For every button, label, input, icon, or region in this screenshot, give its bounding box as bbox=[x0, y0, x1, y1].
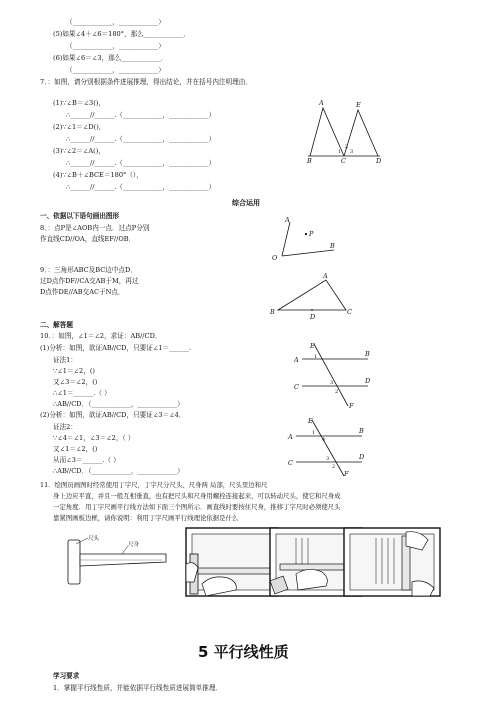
label-A: A bbox=[285, 216, 290, 224]
parallel-lines-figure-1 bbox=[292, 342, 372, 412]
label-D: D bbox=[359, 453, 365, 461]
label-D: D bbox=[310, 313, 316, 321]
section-heading: 一、依据以下语句画出图形 bbox=[40, 212, 120, 220]
label-C: C bbox=[341, 157, 346, 163]
parallel-lines-figure-2 bbox=[286, 416, 366, 478]
q7-line: ∴______//______.（____________，____________） bbox=[66, 183, 216, 191]
question-9: 9．：三角形ABC及BC边中点D． bbox=[40, 266, 137, 274]
angle-1: 1 bbox=[312, 430, 316, 436]
question-11-cont: 靠紧图画板边框，请你说明：利用丁字尺画平行线理论依据是什么 bbox=[53, 514, 239, 522]
q10-line: ∴AB//CD．（____________，____________） bbox=[53, 400, 184, 408]
q10-line: ∵∠4＝∠1，∠3＝∠2，（ ） bbox=[53, 434, 135, 442]
label-A: A bbox=[319, 99, 324, 107]
q7-line: (3)∵∠2＝∠A()， bbox=[53, 147, 105, 155]
question-9-cont: 过D点作DF//CA交AB于M，再过 bbox=[40, 277, 139, 285]
angle-2: 2 bbox=[345, 144, 349, 150]
question-7: 7．：如图，请分别根据条件进展推理，得出结论，并在括号内注明理由． bbox=[40, 78, 252, 86]
q10-line: ∴AB//CD．（____________，____________） bbox=[53, 467, 184, 475]
text-line: (5)如果∠4＋∠6＝180°，那么____________． bbox=[53, 30, 190, 38]
question-10: 10．：如图，∠1＝∠2，求证：AB//CD． bbox=[40, 332, 162, 340]
angle-2: 2 bbox=[335, 389, 339, 395]
label-D: D bbox=[376, 157, 382, 163]
label-A: A bbox=[323, 272, 328, 280]
q10-line: 又∠3＝∠2，() bbox=[53, 378, 98, 386]
label-A: A bbox=[294, 356, 299, 364]
ruler-head-label: 尺头 bbox=[88, 536, 100, 542]
label-O: O bbox=[272, 254, 278, 262]
question-11-cont: 身上边应平直，并且一般互相垂直，也有把尺头和尺身用螺栓连接起来，可以转动尺头，使它和尺身成 bbox=[53, 492, 341, 500]
angle-1: 1 bbox=[338, 149, 342, 155]
q10-line: 证法1： bbox=[53, 356, 77, 364]
label-B: B bbox=[330, 242, 335, 250]
label-B: B bbox=[270, 308, 275, 316]
text-line: （____________，____________） bbox=[66, 42, 165, 50]
drawing-board-illustration-3 bbox=[340, 524, 444, 600]
section-heading: 二、解答题 bbox=[40, 321, 73, 329]
label-C: C bbox=[288, 459, 293, 467]
label-C: C bbox=[294, 383, 299, 391]
q10-line: ∴∠1＝______.（ ） bbox=[53, 389, 111, 397]
label-A: A bbox=[288, 433, 293, 441]
t-square-figure bbox=[62, 530, 174, 592]
angle-3: 3 bbox=[326, 456, 330, 462]
triangle-ABC-figure bbox=[268, 272, 352, 322]
angle-1: 1 bbox=[314, 354, 318, 360]
angle-4: 4 bbox=[322, 437, 326, 443]
q10-line: (2)分析：如图，欲证AB//CD，只要证∠3＝∠4． bbox=[40, 411, 186, 419]
q7-line: (4)∵∠B＋∠BCE＝180°（）， bbox=[53, 171, 143, 179]
label-C: C bbox=[347, 308, 352, 316]
question-11-cont: 一定角度．用丁字尺画平行线方法如下面三个图所示．画直线时要按住尺身，推移丁字尺时必须使尺头 bbox=[53, 503, 341, 511]
learning-requirement-1: 1．掌握平行线性质，并能依据平行线性质进展简单推理． bbox=[53, 684, 223, 692]
q7-line: ∴______//______.（____________，____________） bbox=[66, 135, 216, 143]
angle-2: 2 bbox=[332, 464, 336, 470]
chapter-title: 5 平行线性质 bbox=[198, 643, 289, 661]
label-B: B bbox=[307, 157, 312, 163]
label-E: E bbox=[356, 101, 361, 109]
label-P: P bbox=[309, 230, 314, 238]
label-B: B bbox=[359, 427, 364, 435]
angle-3: 3 bbox=[350, 149, 354, 155]
q10-line: 从而∠3＝______.（ ） bbox=[53, 456, 120, 464]
q10-line: (1)分析：如图，欲证AB//CD，只要证∠1＝______. bbox=[40, 344, 192, 352]
question-9-cont: D点作DE//AB交AC于N点． bbox=[40, 288, 125, 296]
label-F: F bbox=[344, 470, 349, 478]
question-8: 8．：点P是∠AOB内一点．过点P分别 bbox=[40, 224, 150, 232]
learning-requirements-heading: 学习要求 bbox=[53, 672, 80, 680]
label-B: B bbox=[365, 350, 370, 358]
q7-line: ∴______//______.（____________，____________） bbox=[66, 111, 216, 119]
question-8-cont: 作直线CD//OA，直线EF//OB． bbox=[40, 235, 136, 243]
q10-line: ∵∠1＝∠2，() bbox=[53, 367, 95, 375]
section-title: 综合运用 bbox=[232, 198, 260, 207]
angle-AOB-figure bbox=[272, 214, 338, 266]
label-E: E bbox=[308, 417, 313, 425]
label-F: F bbox=[349, 402, 354, 410]
text-line: （____________，____________） bbox=[66, 66, 165, 74]
label-E: E bbox=[310, 342, 315, 350]
label-D: D bbox=[365, 377, 371, 385]
q10-line: 证法2： bbox=[53, 423, 77, 431]
angle-3: 3 bbox=[330, 380, 334, 386]
q7-line: ∴______//______.（____________，____________） bbox=[66, 159, 216, 167]
question-11: 11．绘图员画图时经常使用丁字尺，丁字尺分尺头、尺身两 局部，尺头里边和尺 bbox=[40, 481, 268, 489]
text-line: （____________，____________） bbox=[66, 18, 165, 26]
two-triangles-figure bbox=[300, 98, 390, 163]
ruler-body-label: 尺身 bbox=[128, 542, 140, 548]
q7-line: (1)∵∠B＝∠3()， bbox=[53, 99, 105, 107]
text-line: (6)如果∠6＝∠3，那么____________． bbox=[53, 54, 168, 62]
q10-line: 又∠1＝∠2，() bbox=[53, 445, 98, 453]
q7-line: (2)∵∠1＝∠D()， bbox=[53, 123, 106, 131]
